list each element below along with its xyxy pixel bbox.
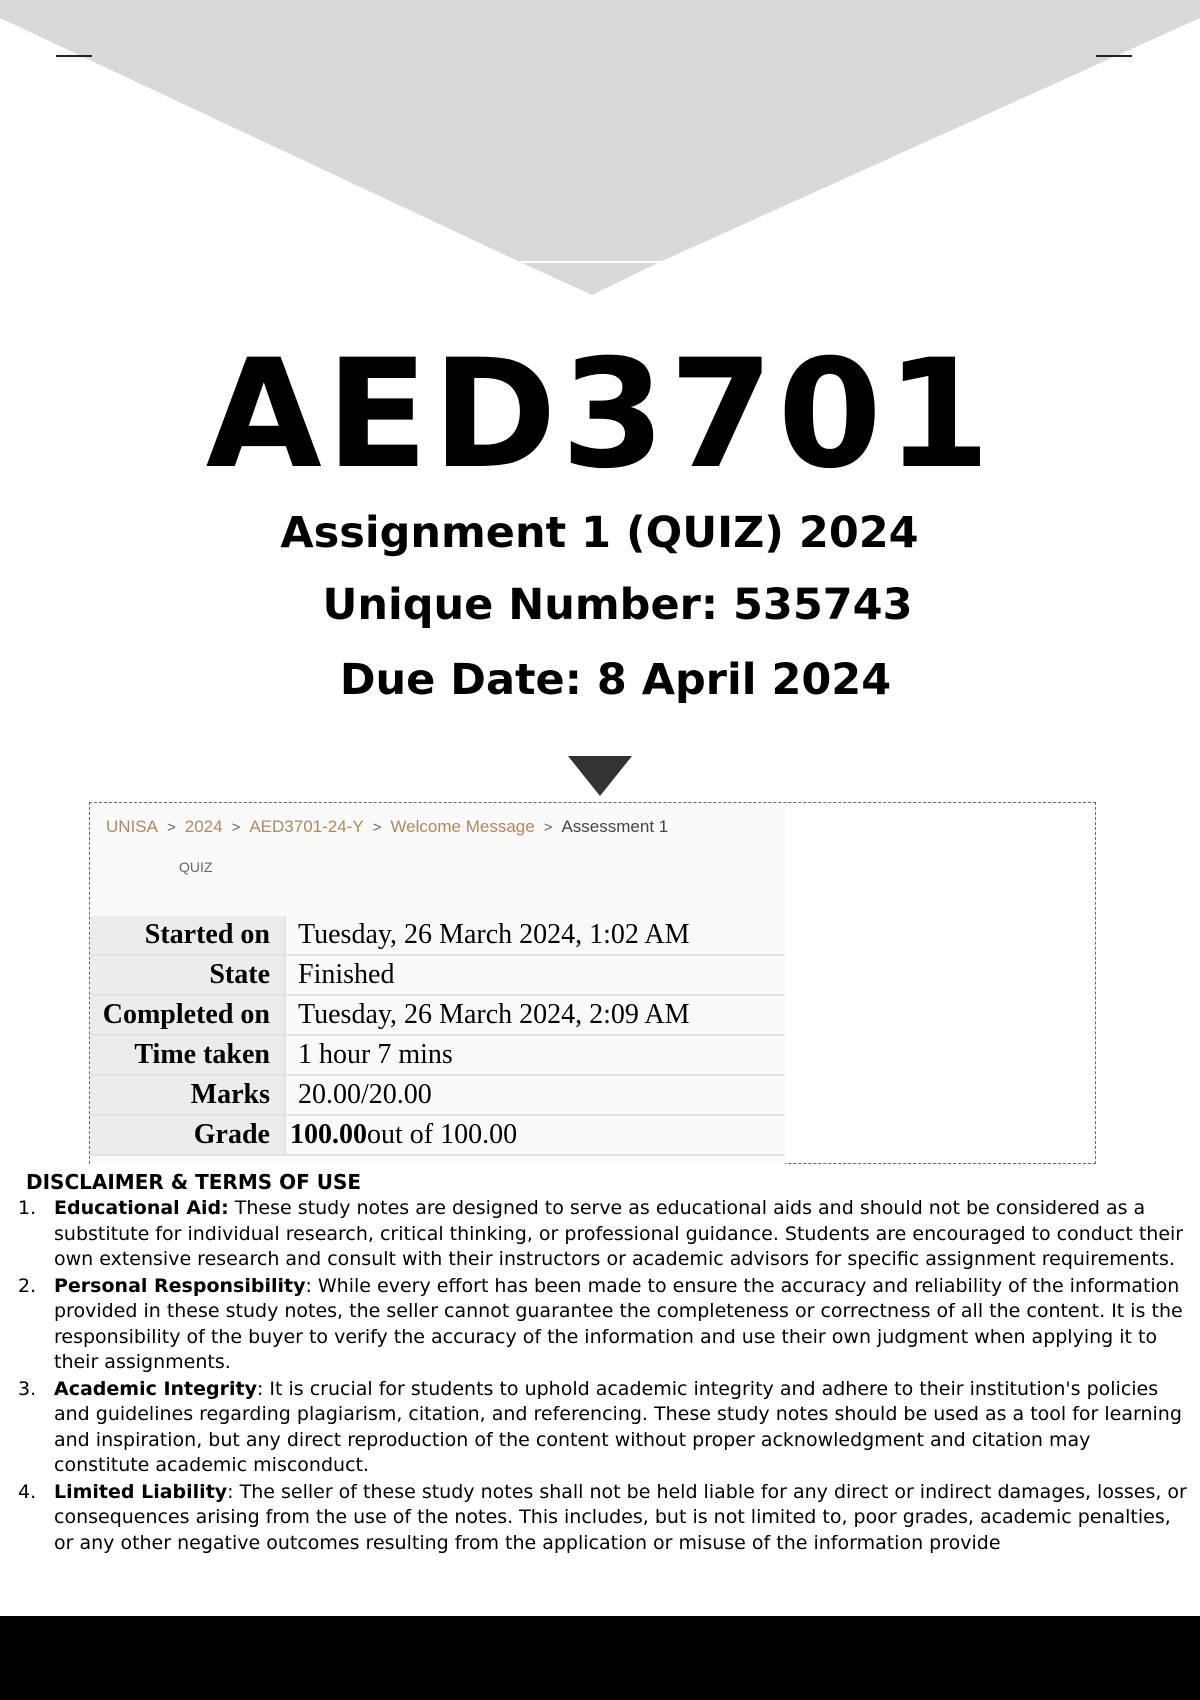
- list-item: [0, 1274, 1190, 1376]
- list-number: 1.: [18, 1197, 37, 1219]
- term-title: Personal Responsibility: [54, 1274, 306, 1297]
- disclaimer-title: DISCLAIMER & TERMS OF USE: [26, 1170, 362, 1194]
- list-number: 3.: [18, 1377, 37, 1400]
- list-number: 4.: [18, 1480, 37, 1503]
- quiz-summary-table: [90, 916, 785, 1156]
- corner-dash-right: [1096, 55, 1132, 57]
- breadcrumb-item-course[interactable]: AED3701-24-Y: [249, 817, 364, 836]
- header-banner-graphic: [0, 0, 1200, 300]
- grade-value: [285, 1115, 785, 1155]
- breadcrumb-item-assessment: Assessment 1: [561, 817, 669, 836]
- list-item: [0, 1480, 1190, 1557]
- list-number: 2.: [18, 1274, 37, 1297]
- summary-value: Tuesday, 26 March 2024, 2:09 AM: [285, 995, 785, 1035]
- terms-list: [0, 1196, 1190, 1557]
- table-row: [90, 955, 785, 995]
- breadcrumb-item-welcome[interactable]: Welcome Message: [390, 817, 535, 836]
- breadcrumb-item-2024[interactable]: 2024: [184, 817, 223, 836]
- summary-key: Grade: [90, 1115, 285, 1155]
- unique-number: Unique Number: 535743: [322, 580, 913, 630]
- table-row: [90, 1075, 785, 1115]
- screenshot-panel: [90, 803, 785, 1165]
- term-text: These study notes are designed to serve as educational aids and should not be considered as a substitute for individual research, critical thinking, or professional guidance. Students are encouraged to conduct their own extensive research and consult with their instructors or academic advisors for specific assignment requirements.: [54, 1197, 1184, 1270]
- chevron-right-icon: >: [231, 819, 241, 836]
- chevron-right-icon: >: [166, 819, 176, 836]
- term-title: Academic Integrity: [54, 1377, 257, 1400]
- term-text: : The seller of these study notes shall not be held liable for any direct or indirect damages, losses, or consequences arising from the use of the notes. This includes, but is not limited to, poor grades, academic penalties, or any other negative outcomes resulting from the application or misuse of the information provide: [54, 1480, 1187, 1554]
- summary-value: 1 hour 7 mins: [285, 1035, 785, 1075]
- summary-value: Tuesday, 26 March 2024, 1:02 AM: [285, 916, 785, 955]
- course-code-title: AED3701: [205, 328, 995, 502]
- summary-key: Time taken: [90, 1035, 285, 1075]
- table-row: [90, 995, 785, 1035]
- summary-key: State: [90, 955, 285, 995]
- summary-value: 20.00/20.00: [285, 1075, 785, 1115]
- term-title: Educational Aid:: [54, 1197, 229, 1219]
- corner-dash-left: [56, 55, 92, 57]
- bottom-black-bar: [0, 1616, 1200, 1700]
- grade-score: 100.00: [290, 1119, 367, 1150]
- term-text: : While every effort has been made to ensure the accuracy and reliability of the information provided in these study notes, the seller cannot guarantee the completeness or correctness of all the content. It is the responsibility of the buyer to verify the accuracy of the information and use their own judgment when applying it to their assignments.: [54, 1274, 1183, 1373]
- summary-key: Completed on: [90, 995, 285, 1035]
- assignment-subtitle: Assignment 1 (QUIZ) 2024: [280, 508, 919, 558]
- term-text: : It is crucial for students to uphold academic integrity and adhere to their institution's policies and guidelines regarding plagiarism, citation, and referencing. These study notes should be used as a tool for learning and inspiration, but any direct reproduction of the content without proper acknowledgment and citation may constitute academic misconduct.: [54, 1377, 1182, 1476]
- list-item: [0, 1196, 1190, 1273]
- breadcrumb-continuation: QUIZ: [179, 859, 213, 875]
- down-arrow-icon: [568, 756, 632, 796]
- list-item: [0, 1377, 1190, 1479]
- quiz-result-screenshot: [89, 802, 1096, 1164]
- table-row: [90, 1035, 785, 1075]
- summary-key: Started on: [90, 916, 285, 955]
- breadcrumb-item-unisa[interactable]: UNISA: [106, 817, 158, 836]
- table-row: [90, 1115, 785, 1155]
- chevron-right-icon: >: [372, 819, 382, 836]
- chevron-right-icon: >: [543, 819, 553, 836]
- due-date: Due Date: 8 April 2024: [339, 655, 892, 705]
- summary-value: Finished: [285, 955, 785, 995]
- grade-out-of: out of 100.00: [367, 1119, 518, 1150]
- summary-key: Marks: [90, 1075, 285, 1115]
- breadcrumb: [106, 817, 668, 837]
- term-title: Limited Liability: [54, 1480, 228, 1503]
- table-row: [90, 916, 785, 955]
